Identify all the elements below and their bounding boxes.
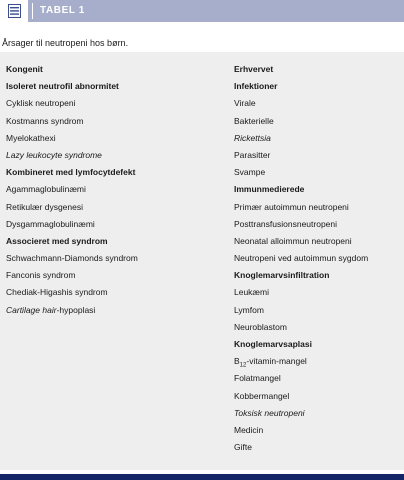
column-kongenit bbox=[6, 61, 138, 319]
list-item: Rickettsia bbox=[234, 132, 271, 143]
table-header-bar bbox=[0, 0, 404, 22]
footer-bar bbox=[0, 474, 404, 480]
list-item: Parasitter bbox=[234, 149, 271, 160]
list-item: Neutropeni ved autoimmun sygdom bbox=[234, 253, 369, 264]
b12-rest: -vitamin-mangel bbox=[246, 356, 307, 367]
list-item: Primær autoimmun neutropeni bbox=[234, 201, 349, 212]
category-heading: Knoglemarvsaplasi bbox=[234, 339, 312, 349]
column-heading-erhvervet: Erhvervet bbox=[234, 64, 274, 74]
list-item: Leukæmi bbox=[234, 287, 269, 298]
list-item: Cyklisk neutropeni bbox=[6, 98, 76, 109]
list-item: Myelokathexi bbox=[6, 132, 56, 143]
list-item: Lazy leukocyte syndrome bbox=[6, 149, 102, 160]
list-item: Agammaglobulinæmi bbox=[6, 184, 86, 195]
b12-subscript: 12 bbox=[239, 362, 247, 369]
list-item: Posttransfusionsneutropeni bbox=[234, 218, 338, 229]
list-item: Fanconis syndrom bbox=[6, 270, 76, 281]
list-item bbox=[6, 302, 138, 319]
list-item: Neuroblastom bbox=[234, 321, 287, 332]
list-item: Toksisk neutropeni bbox=[234, 407, 305, 418]
b12-base: B bbox=[234, 356, 240, 367]
category-heading: Associeret med syndrom bbox=[6, 235, 108, 246]
list-item: Chediak-Higashis syndrom bbox=[6, 287, 108, 298]
list-item: Bakterielle bbox=[234, 115, 274, 126]
category-heading: Knoglemarvsinfiltration bbox=[234, 270, 330, 281]
list-item: Svampe bbox=[234, 167, 266, 178]
list-item: Folatmangel bbox=[234, 373, 281, 384]
list-item: Virale bbox=[234, 98, 256, 109]
table-label: TABEL 1 bbox=[40, 5, 85, 16]
list-item: Schwachmann-Diamonds syndrom bbox=[6, 253, 138, 264]
list-item-italic-part: Cartilage hair bbox=[6, 304, 57, 315]
list-item: Dysgammaglobulinæmi bbox=[6, 218, 95, 229]
list-item: Kostmanns syndrom bbox=[6, 115, 84, 126]
list-item: Lymfom bbox=[234, 304, 264, 315]
list-item bbox=[234, 353, 368, 370]
list-item: Neonatal alloimmun neutropeni bbox=[234, 235, 352, 246]
column-heading-kongenit: Kongenit bbox=[6, 64, 43, 74]
list-item: Kobbermangel bbox=[234, 390, 290, 401]
icon-box bbox=[0, 0, 28, 22]
list-item: Retikulær dysgenesi bbox=[6, 201, 84, 212]
category-heading: Infektioner bbox=[234, 81, 278, 92]
list-item: Gifte bbox=[234, 442, 252, 453]
table-caption: Årsager til neutropeni hos børn. bbox=[2, 38, 129, 48]
column-erhvervet bbox=[234, 61, 368, 456]
header-divider bbox=[32, 3, 33, 19]
category-heading: Immunmedierede bbox=[234, 184, 305, 195]
list-item: Medicin bbox=[234, 424, 264, 435]
list-item-rest: -hypoplasi bbox=[56, 304, 96, 315]
category-heading: Kombineret med lymfocytdefekt bbox=[6, 167, 136, 178]
list-icon bbox=[8, 4, 21, 18]
table-body bbox=[0, 52, 404, 470]
category-heading: Isoleret neutrofil abnormitet bbox=[6, 81, 119, 92]
